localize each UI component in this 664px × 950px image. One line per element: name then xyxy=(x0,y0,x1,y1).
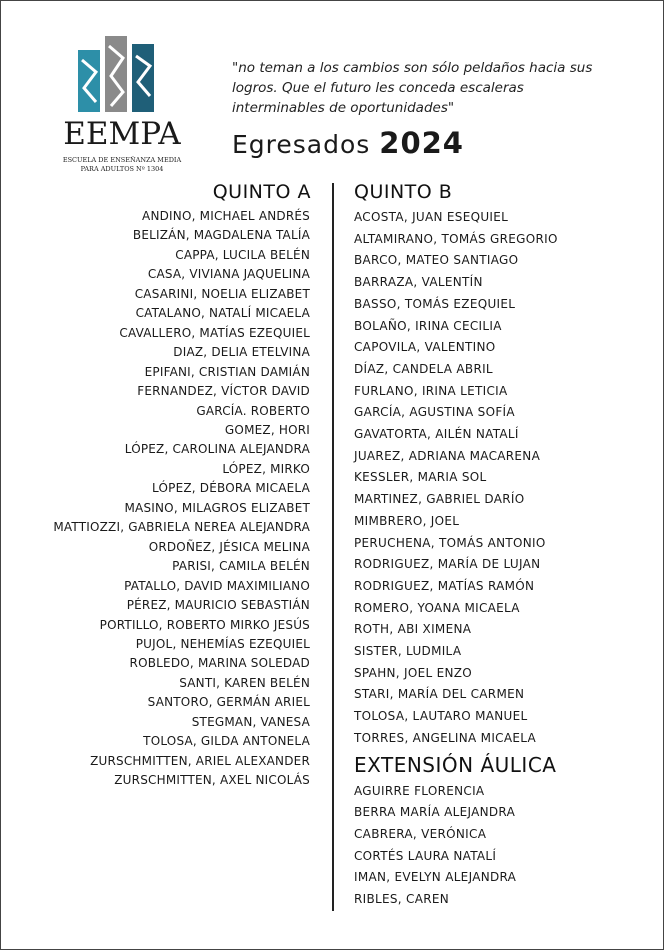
list-item: BASSO, TOMÁS EZEQUIEL xyxy=(354,296,516,311)
list-item: MASINO, MILAGROS ELIZABET xyxy=(124,500,310,515)
list-item: GARCÍA. ROBERTO xyxy=(196,403,310,418)
list-item: BOLAÑO, IRINA CECILIA xyxy=(354,318,502,333)
list-item: PORTILLO, ROBERTO MIRKO JESÚS xyxy=(99,617,310,632)
list-item: ROBLEDO, MARINA SOLEDAD xyxy=(129,656,310,671)
list-item: CABRERA, VERÓNICA xyxy=(354,826,487,841)
list-item: BARCO, MATEO SANTIAGO xyxy=(354,253,519,268)
logo-mark-icon xyxy=(78,36,158,116)
list-item: FURLANO, IRINA LETICIA xyxy=(354,383,508,398)
quinto-b-list xyxy=(354,207,558,750)
quote: "no teman a los cambios son sólo peldaños hacia sus logros. Que el futuro les conceda escaleras interminables de oportunidades" xyxy=(232,60,593,116)
school-logo xyxy=(62,36,182,176)
list-item: RODRIGUEZ, MARÍA DE LUJAN xyxy=(354,557,541,572)
column-divider xyxy=(332,183,334,911)
quinto-a-list xyxy=(53,207,310,791)
list-item: SANTI, KAREN BELÉN xyxy=(179,675,310,690)
list-item: CASARINI, NOELIA ELIZABET xyxy=(134,286,310,301)
list-item: PATALLO, DAVID MAXIMILIANO xyxy=(124,578,310,593)
list-item: PUJOL, NEHEMÍAS EZEQUIEL xyxy=(135,636,310,651)
list-item: FERNANDEZ, VÍCTOR DAVID xyxy=(137,384,310,399)
list-item: LÓPEZ, MIRKO xyxy=(222,461,310,476)
list-item: ANDINO, MICHAEL ANDRÉS xyxy=(142,209,310,223)
list-item: GAVATORTA, AILÉN NATALÍ xyxy=(354,427,519,442)
list-item: KESSLER, MARIA SOL xyxy=(354,470,487,485)
quinto-b-heading: QUINTO B xyxy=(354,181,453,203)
list-item: RODRIGUEZ, MATÍAS RAMÓN xyxy=(354,578,535,593)
list-item: MIMBRERO, JOEL xyxy=(354,513,460,528)
list-item: BELIZÁN, MAGDALENA TALÍA xyxy=(132,228,310,243)
list-item: ALTAMIRANO, TOMÁS GREGORIO xyxy=(354,231,558,246)
list-item: CAVALLERO, MATÍAS EZEQUIEL xyxy=(119,325,310,340)
list-item: TORRES, ANGELINA MICAELA xyxy=(354,730,537,745)
list-item: PÉREZ, MAURICIO SEBASTIÁN xyxy=(126,598,310,613)
list-item: CAPOVILA, VALENTINO xyxy=(354,340,496,355)
list-item: STARI, MARÍA DEL CARMEN xyxy=(354,687,525,702)
list-item: RIBLES, CAREN xyxy=(354,892,450,907)
page-title xyxy=(232,126,464,160)
list-item: GARCÍA, AGUSTINA SOFÍA xyxy=(354,405,515,420)
list-item: ACOSTA, JUAN ESEQUIEL xyxy=(354,210,509,224)
list-item: SPAHN, JOEL ENZO xyxy=(354,665,473,680)
title-year: 2024 xyxy=(379,126,464,160)
list-item: SISTER, LUDMILA xyxy=(354,644,462,659)
extension-aulica-heading: EXTENSIÓN ÁULICA xyxy=(354,752,557,777)
list-item: DÍAZ, CANDELA ABRIL xyxy=(354,361,493,376)
list-item: ZURSCHMITTEN, ARIEL ALEXANDER xyxy=(90,753,310,768)
list-item: DIAZ, DELIA ETELVINA xyxy=(173,345,310,360)
list-item: LÓPEZ, DÉBORA MICAELA xyxy=(152,481,310,496)
list-item: STEGMAN, VANESA xyxy=(191,714,310,729)
logo-name: EEMPA xyxy=(63,116,181,152)
quinto-a-heading: QUINTO A xyxy=(212,181,311,203)
list-item: MATTIOZZI, GABRIELA NEREA ALEJANDRA xyxy=(53,520,310,535)
logo-subtitle-line2: PARA ADULTOS Nº 1304 xyxy=(80,165,164,173)
list-item: CORTÉS LAURA NATALÍ xyxy=(354,848,497,863)
list-item: ROMERO, YOANA MICAELA xyxy=(354,600,520,615)
list-item: TOLOSA, LAUTARO MANUEL xyxy=(354,709,528,724)
logo-subtitle-line1: ESCUELA DE ENSEÑANZA MEDIA xyxy=(62,156,182,164)
list-item: CATALANO, NATALÍ MICAELA xyxy=(135,306,310,321)
list-item: ORDOÑEZ, JÉSICA MELINA xyxy=(148,539,310,554)
list-item: PARISI, CAMILA BELÉN xyxy=(172,559,310,574)
list-item: GOMEZ, HORI xyxy=(224,422,310,437)
list-item: CAPPA, LUCILA BELÉN xyxy=(175,247,310,262)
extension-aulica-list xyxy=(354,781,558,911)
list-item: ROTH, ABI XIMENA xyxy=(354,622,472,637)
list-item: TOLOSA, GILDA ANTONELA xyxy=(143,734,310,749)
list-item: BARRAZA, VALENTÍN xyxy=(354,275,483,290)
list-item: BERRA MARÍA ALEJANDRA xyxy=(354,805,516,820)
list-item: SANTORO, GERMÁN ARIEL xyxy=(147,695,310,710)
quinto-a-column xyxy=(53,180,310,791)
title-text: Egresados xyxy=(232,130,371,159)
list-item: LÓPEZ, CAROLINA ALEJANDRA xyxy=(124,442,310,457)
list-item: ZURSCHMITTEN, AXEL NICOLÁS xyxy=(114,773,310,788)
list-item: IMAN, EVELYN ALEJANDRA xyxy=(354,870,517,885)
list-item: CASA, VIVIANA JAQUELINA xyxy=(147,267,310,282)
list-item: AGUIRRE FLORENCIA xyxy=(354,783,485,798)
list-item: JUAREZ, ADRIANA MACARENA xyxy=(354,448,541,463)
list-item: MARTINEZ, GABRIEL DARÍO xyxy=(354,492,525,507)
list-item: EPIFANI, CRISTIAN DAMIÁN xyxy=(144,364,310,379)
list-item: PERUCHENA, TOMÁS ANTONIO xyxy=(354,535,546,550)
quinto-b-column xyxy=(354,180,558,911)
